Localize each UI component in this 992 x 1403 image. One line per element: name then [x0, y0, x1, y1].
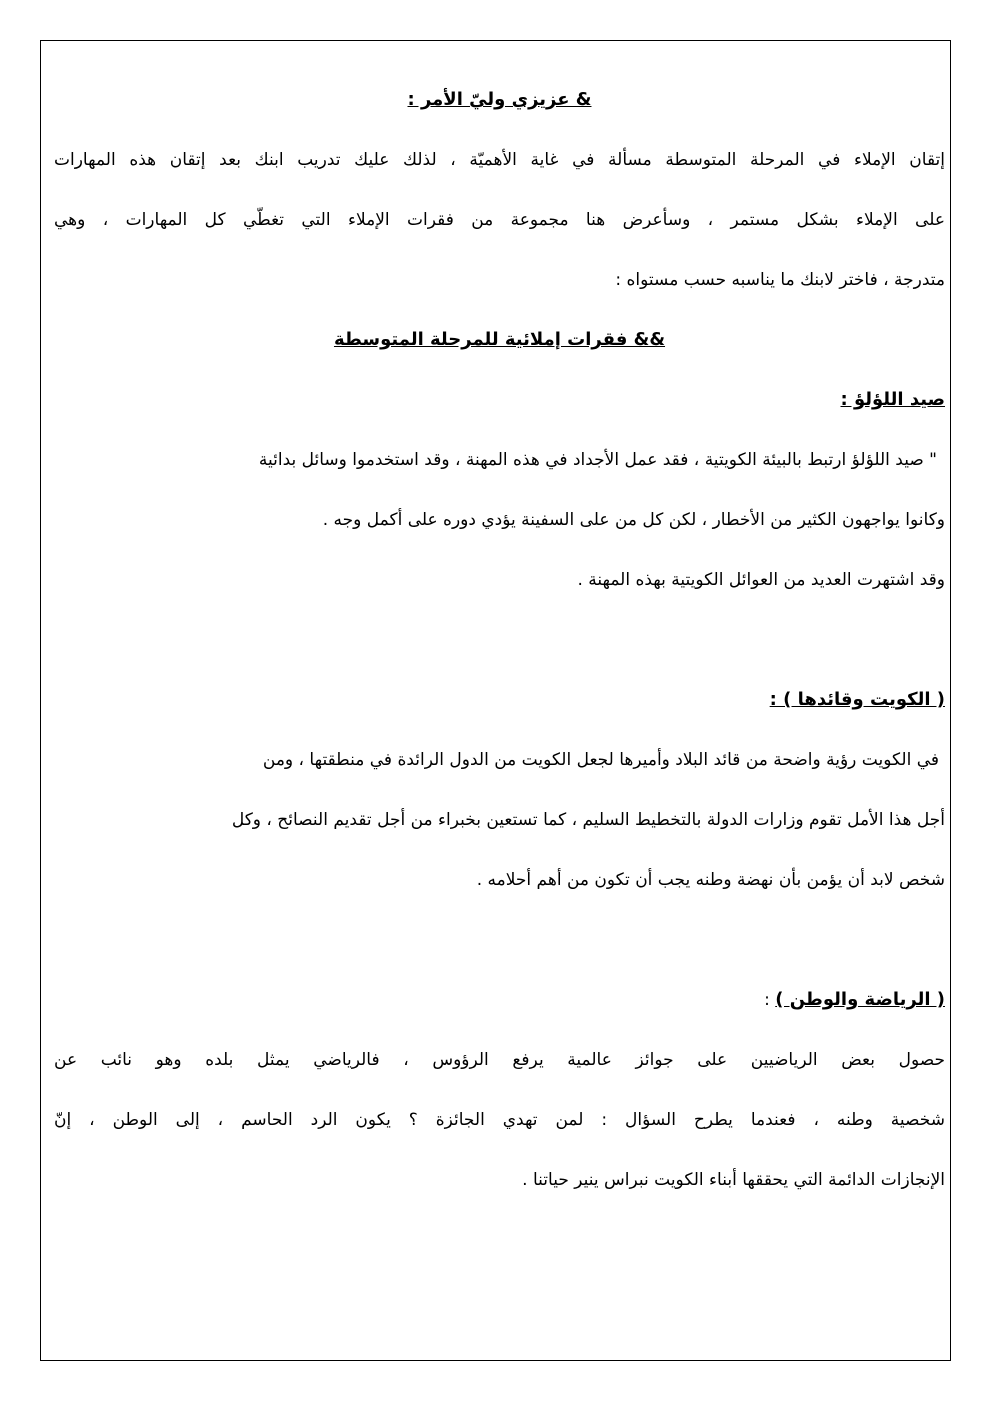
intro-line-1: إتقان الإملاء في المرحلة المتوسطة مسألة في غاية الأهميّة ، لذلك عليك تدريب ابنك بعد إتقان هذه المهارات	[54, 150, 945, 170]
passage-3-line-1: حصول بعض الرياضيين على جوائز عالمية يرفع الرؤوس ، فالرياضي يمثل بلده وهو نائب عن	[54, 1050, 945, 1070]
passage-title-pearl-diving: صيد اللؤلؤ :	[840, 389, 945, 410]
passage-title-sport-homeland: ( الرياضة والوطن )	[775, 989, 945, 1010]
intro-line-3: متدرجة ، فاختر لابنك ما يناسبه حسب مستواه :	[615, 270, 945, 290]
spacer	[54, 918, 945, 978]
passage-1-line-3: وقد اشتهرت العديد من العوائل الكويتية بهذه المهنة .	[577, 570, 945, 590]
section-title: && فقرات إملائية للمرحلة المتوسطة	[333, 329, 666, 350]
passage-2-line-1: في الكويت رؤية واضحة من قائد البلاد وأميرها لجعل الكويت من الدول الرائدة في منطقتها ، ومن	[262, 750, 939, 770]
passage-3-line-2: شخصية وطنه ، فعندما يطرح السؤال : لمن تهدي الجائزة ؟ يكون الرد الحاسم ، إلى الوطن ، إنّ	[54, 1110, 945, 1130]
passage-title-kuwait-leader: ( الكويت وقائدها ) :	[769, 689, 945, 710]
passage-2-line-3: شخص لابد أن يؤمن بأن نهضة وطنه يجب أن تكون من أهم أحلامه .	[476, 870, 945, 890]
spacer	[54, 618, 945, 678]
passage-2-line-2: أجل هذا الأمل تقوم وزارات الدولة بالتخطيط السليم ، كما تستعين بخبراء من أجل تقديم النصائح ، وكل	[231, 810, 945, 830]
passage-1-line-2: وكانوا يواجهون الكثير من الأخطار ، لكن كل من على السفينة يؤدي دوره على أكمل وجه .	[322, 510, 945, 530]
document-page	[54, 78, 945, 1218]
passage-title-colon: :	[764, 990, 776, 1010]
intro-line-2: على الإملاء بشكل مستمر ، وسأعرض هنا مجموعة من فقرات الإملاء التي تغطّي كل المهارات ، وهي	[54, 210, 945, 230]
passage-3-line-3: الإنجازات الدائمة التي يحققها أبناء الكويت نبراس ينير حياتنا .	[522, 1170, 945, 1190]
passage-1-line-1: " صيد اللؤلؤ ارتبط بالبيئة الكويتية ، فقد عمل الأجداد في هذه المهنة ، وقد استخدموا وسائل بدائية	[258, 450, 937, 470]
passage-title-sport-homeland-row	[54, 978, 945, 1038]
intro-heading: & عزيزي وليّ الأمر :	[407, 89, 592, 110]
